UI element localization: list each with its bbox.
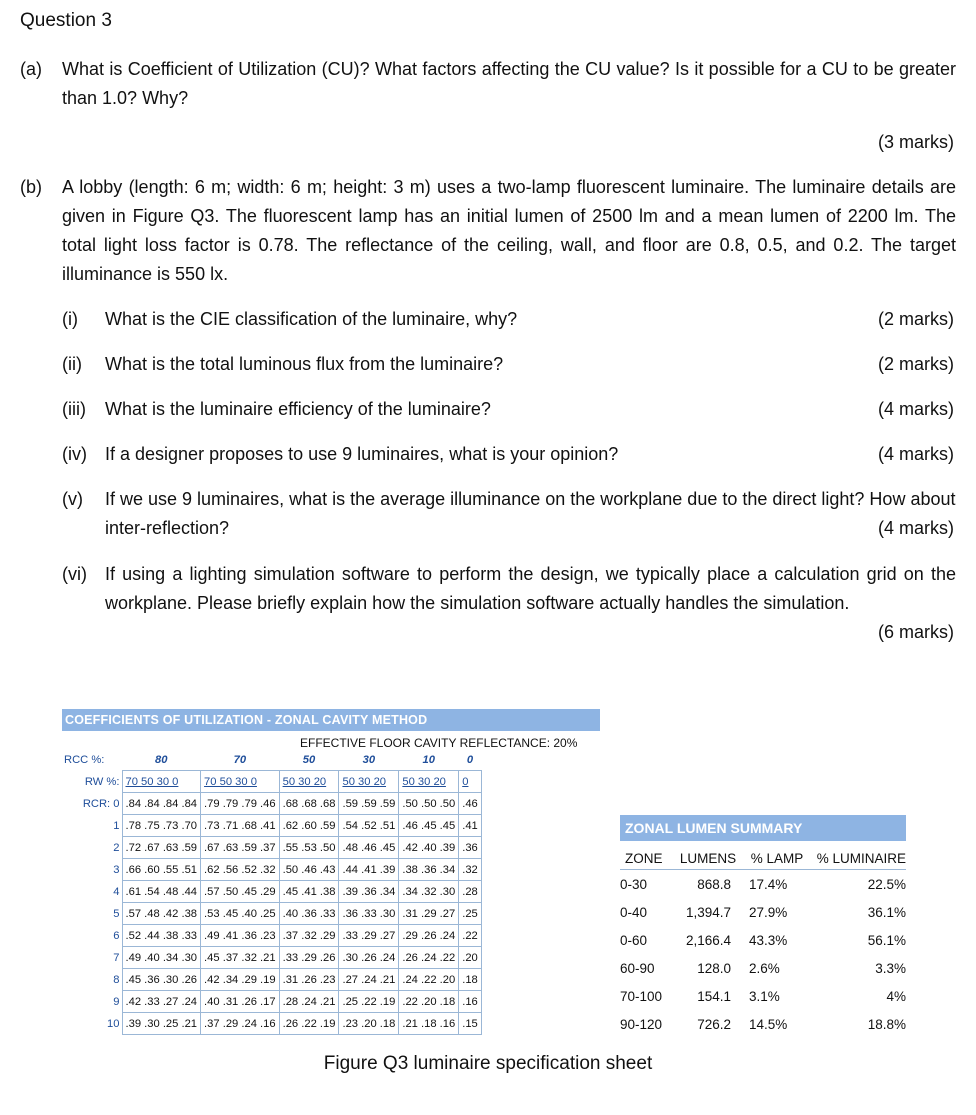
cu-value-group: .57 .50 .45 .29 [201,881,280,903]
cu-value-group: .73 .71 .68 .41 [201,815,280,837]
sub-iv-label: (iv) [62,444,87,464]
zonal-cell-lumens: 128.0 [697,960,731,976]
rw-row [62,771,481,793]
cu-value-group: .34 .32 .30 [399,881,459,903]
rw-group: 50 30 20 [279,771,339,793]
cu-value-group: .31 .26 .23 [279,969,339,991]
cu-value-group: .28 [459,881,482,903]
figure-caption: Figure Q3 luminaire specification sheet [323,1053,653,1074]
rcc-value: 30 [362,754,376,766]
zonal-cell-lum: 4% [886,988,906,1004]
zonal-cell-lum: 56.1% [867,932,906,948]
zonal-cell-lamp: 43.3% [749,932,788,948]
cu-value-group: .49 .40 .34 .30 [122,947,201,969]
zonal-cell-lamp: 17.4% [749,876,788,892]
rcr-label: 8 [113,973,120,986]
cu-value-group: .62 .56 .52 .32 [201,859,280,881]
part-b-label: (b) [20,177,42,197]
rcr-label: 6 [113,929,120,942]
cu-value-group: .59 .59 .59 [339,793,399,815]
part-a-label: (a) [20,59,42,79]
sub-iii-label: (iii) [62,399,86,419]
cu-value-group: .40 .36 .33 [279,903,339,925]
cu-value-group: .26 .24 .22 [399,947,459,969]
rw-group: 0 [459,771,482,793]
zonal-cell-zone: 90-120 [620,1016,663,1032]
part-b-text: A lobby (length: 6 m; width: 6 m; height: 3 m) uses a two-lamp fluorescent luminaire. The luminaire details are given in Figure Q3. The fluorescent lamp has an initial lumen of 2500 lm and a mean lumen of 2200 lm. The total light loss factor is 0.78. The reflectance of the ceiling, wall, and floor are 0.8, 0.5, and 0.2. The target illuminance is 550 lx. [62,177,956,284]
cu-value-group: .61 .54 .48 .44 [122,881,201,903]
part-a-marks: (3 marks) [878,132,954,152]
cu-value-group: .29 .26 .24 [399,925,459,947]
cu-value-group: .84 .84 .84 .84 [122,793,201,815]
cu-value-group: .79 .79 .79 .46 [201,793,280,815]
cu-value-group: .45 .36 .30 .26 [122,969,201,991]
sub-i-text: What is the CIE classification of the luminaire, why? [105,309,518,329]
cu-value-group: .36 [459,837,482,859]
cu-value-group: .54 .52 .51 [339,815,399,837]
cu-value-group: .27 .24 .21 [339,969,399,991]
cu-value-group: .53 .45 .40 .25 [201,903,280,925]
cu-value-group: .42 .40 .39 [399,837,459,859]
sub-iii-marks: (4 marks) [878,399,954,419]
cu-value-group: .42 .33 .27 .24 [122,991,201,1013]
zonal-cell-zone: 70-100 [620,988,663,1004]
zonal-row [620,982,906,1010]
sub-vi-marks: (6 marks) [878,622,954,642]
rcr-label: 9 [113,995,120,1008]
zonal-cell-lamp: 14.5% [749,1016,788,1032]
zonal-header-row [620,847,906,870]
zonal-header: % LAMP [743,847,811,870]
cu-value-group: .67 .63 .59 .37 [201,837,280,859]
zonal-header: % LUMINAIRE [811,847,906,870]
cu-row [62,925,481,947]
cu-table [62,750,482,1035]
rcr-label: 4 [113,885,120,898]
rcr-label: 10 [107,1017,120,1030]
zonal-cell-zone: 0-40 [620,904,648,920]
sub-v-label: (v) [62,489,83,509]
cu-row [62,903,481,925]
zonal-cell-lamp: 2.6% [749,960,780,976]
cu-value-group: .46 [459,793,482,815]
cu-value-group: .15 [459,1013,482,1035]
cu-row [62,815,481,837]
zonal-cell-zone: 60-90 [620,960,655,976]
sub-iii-text: What is the luminaire efficiency of the luminaire? [105,399,491,419]
rcr-label: 7 [113,951,120,964]
cu-value-group: .45 .41 .38 [279,881,339,903]
cu-value-group: .36 .33 .30 [339,903,399,925]
zonal-header: LUMENS [673,847,743,870]
zonal-cell-lumens: 154.1 [697,988,731,1004]
rcr-label: 5 [113,907,120,920]
cu-value-group: .16 [459,991,482,1013]
cu-value-group: .55 .53 .50 [279,837,339,859]
sub-iv-text: If a designer proposes to use 9 luminaires, what is your opinion? [105,444,619,464]
cu-value-group: .57 .48 .42 .38 [122,903,201,925]
cu-value-group: .44 .41 .39 [339,859,399,881]
rcr-label: RCR: 0 [82,797,120,810]
zonal-row [620,1010,906,1038]
cu-row [62,859,481,881]
cu-value-group: .40 .31 .26 .17 [201,991,280,1013]
zonal-cell-lum: 22.5% [867,876,906,892]
zonal-cell-lumens: 2,166.4 [685,932,731,948]
rw-group: 50 30 20 [399,771,459,793]
rcc-row [62,750,481,771]
sub-ii-marks: (2 marks) [878,354,954,374]
cu-value-group: .21 .18 .16 [399,1013,459,1035]
cu-value-group: .42 .34 .29 .19 [201,969,280,991]
cu-table-title: COEFFICIENTS OF UTILIZATION - ZONAL CAVITY METHOD [62,709,600,731]
cu-value-group: .26 .22 .19 [279,1013,339,1035]
sub-v-text: If we use 9 luminaires, what is the average illuminance on the workplane due to the direct light? How about inter-reflection? [105,489,956,538]
sub-iv-marks: (4 marks) [878,444,954,464]
cu-row [62,837,481,859]
rcc-label: RCC %: [64,754,105,767]
cu-value-group: .22 .20 .18 [399,991,459,1013]
cu-value-group: .38 .36 .34 [399,859,459,881]
sub-vi-text: If using a lighting simulation software to perform the design, we typically place a calculation grid on the workplane. Please briefly explain how the simulation software actually handles the simulation. [105,564,956,613]
cu-value-group: .33 .29 .26 [279,947,339,969]
cu-table-subtitle: EFFECTIVE FLOOR CAVITY REFLECTANCE: 20% [300,736,578,750]
cu-value-group: .32 [459,859,482,881]
cu-value-group: .33 .29 .27 [339,925,399,947]
zonal-cell-zone: 0-30 [620,876,648,892]
cu-value-group: .18 [459,969,482,991]
cu-value-group: .39 .30 .25 .21 [122,1013,201,1035]
rcr-label: 3 [113,863,120,876]
zonal-cell-lumens: 868.8 [697,876,731,892]
sub-ii-text: What is the total luminous flux from the luminaire? [105,354,504,374]
zonal-row [620,954,906,982]
cu-value-group: .49 .41 .36 .23 [201,925,280,947]
cu-value-group: .24 .22 .20 [399,969,459,991]
sub-vi-label: (vi) [62,564,87,584]
sub-i-label: (i) [62,309,78,329]
rw-group: 70 50 30 0 [201,771,280,793]
cu-value-group: .23 .20 .18 [339,1013,399,1035]
rcc-value: 50 [302,754,316,766]
cu-value-group: .25 [459,903,482,925]
cu-value-group: .39 .36 .34 [339,881,399,903]
cu-value-group: .50 .46 .43 [279,859,339,881]
cu-row [62,881,481,903]
zonal-lumen-summary [620,815,906,1038]
cu-value-group: .48 .46 .45 [339,837,399,859]
cu-row [62,793,481,815]
zonal-cell-lum: 18.8% [867,1016,906,1032]
cu-value-group: .66 .60 .55 .51 [122,859,201,881]
rcc-value: 10 [422,754,435,766]
zonal-row [620,926,906,954]
cu-value-group: .45 .37 .32 .21 [201,947,280,969]
rcc-value: 70 [233,754,247,766]
cu-value-group: .68 .68 .68 [279,793,339,815]
cu-value-group: .46 .45 .45 [399,815,459,837]
cu-value-group: .41 [459,815,482,837]
cu-row [62,947,481,969]
rcc-value: 0 [466,754,474,766]
zonal-summary-table [620,847,906,1038]
rcr-label: 2 [113,841,120,854]
rcr-label: 1 [113,819,120,832]
rw-group: 50 30 20 [339,771,399,793]
cu-value-group: .31 .29 .27 [399,903,459,925]
zonal-cell-zone: 0-60 [620,932,648,948]
zonal-cell-lamp: 27.9% [749,904,788,920]
zonal-cell-lumens: 1,394.7 [685,904,731,920]
zonal-cell-lamp: 3.1% [749,988,780,1004]
rw-label: RW %: [84,775,120,788]
zonal-cell-lum: 36.1% [867,904,906,920]
question-title: Question 3 [20,10,112,31]
zonal-row [620,898,906,926]
cu-value-group: .50 .50 .50 [399,793,459,815]
cu-value-group: .72 .67 .63 .59 [122,837,201,859]
zonal-cell-lum: 3.3% [875,960,906,976]
cu-value-group: .52 .44 .38 .33 [122,925,201,947]
cu-value-group: .22 [459,925,482,947]
sub-ii-label: (ii) [62,354,82,374]
zonal-summary-title: ZONAL LUMEN SUMMARY [620,815,906,841]
cu-row [62,991,481,1013]
cu-row [62,1013,481,1035]
zonal-header: ZONE [620,847,673,870]
zonal-cell-lumens: 726.2 [697,1016,731,1032]
zonal-row [620,870,906,899]
cu-value-group: .30 .26 .24 [339,947,399,969]
rcc-value: 80 [155,754,168,766]
cu-value-group: .37 .32 .29 [279,925,339,947]
sub-v-marks: (4 marks) [878,518,954,538]
rw-group: 70 50 30 0 [122,771,201,793]
sub-i-marks: (2 marks) [878,309,954,329]
cu-value-group: .28 .24 .21 [279,991,339,1013]
cu-value-group: .20 [459,947,482,969]
cu-row [62,969,481,991]
cu-value-group: .25 .22 .19 [339,991,399,1013]
part-a-text: What is Coefficient of Utilization (CU)? What factors affecting the CU value? Is it possible for a CU to be greater than 1.0? Why? [62,59,956,108]
cu-value-group: .62 .60 .59 [279,815,339,837]
cu-value-group: .37 .29 .24 .16 [201,1013,280,1035]
cu-value-group: .78 .75 .73 .70 [122,815,201,837]
